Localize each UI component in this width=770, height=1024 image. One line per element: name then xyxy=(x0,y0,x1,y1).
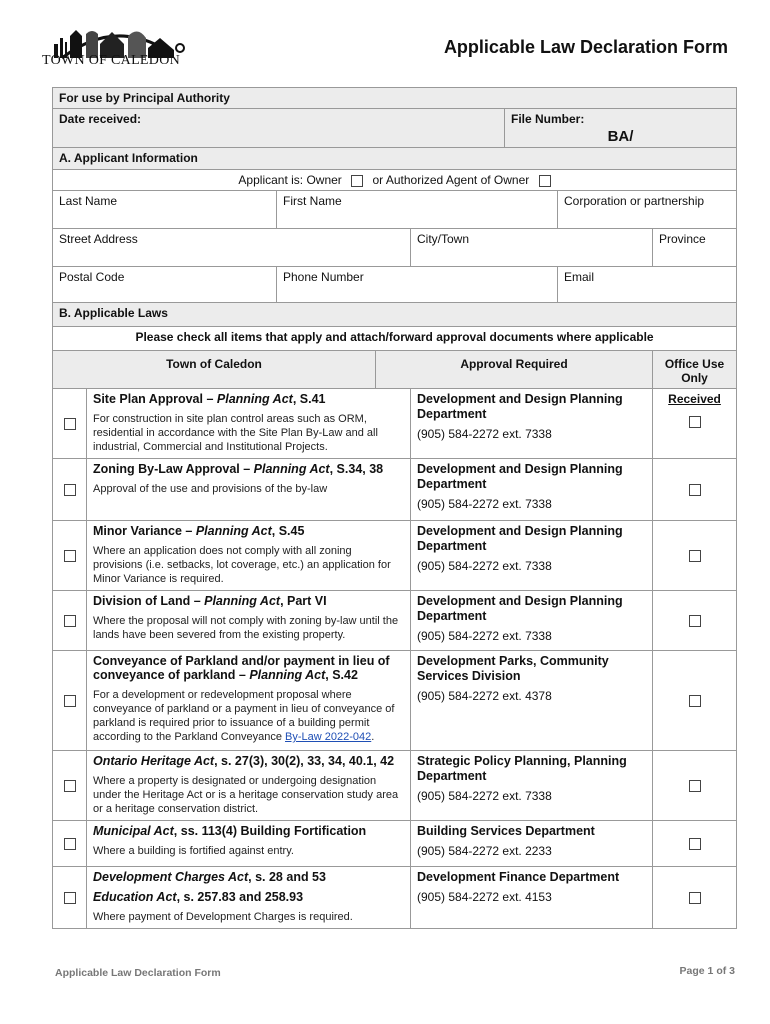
law-cell xyxy=(87,591,411,651)
form-title: Applicable Law Declaration Form xyxy=(443,37,728,57)
department-phone: (905) 584-2272 ext. 4153 xyxy=(417,890,552,904)
table-row xyxy=(53,867,737,929)
received-label: Received xyxy=(668,392,721,406)
law-cell xyxy=(87,867,411,929)
law-description: Where an application does not comply with all zoning provisions (i.e. setbacks, lot coverage, etc.) an application for Minor Variance is required. xyxy=(93,545,391,585)
table-row xyxy=(53,821,737,867)
law-cell xyxy=(87,459,411,521)
parkland-checkbox[interactable] xyxy=(64,695,76,707)
department-name: Development and Design Planning Department xyxy=(417,594,623,623)
city-town-field[interactable] xyxy=(411,229,653,267)
development-charges-checkbox[interactable] xyxy=(64,892,76,904)
approval-cell xyxy=(411,521,653,591)
section-a-heading: A. Applicant Information xyxy=(53,148,737,170)
table-row xyxy=(53,751,737,821)
postal-code-field[interactable] xyxy=(53,267,277,303)
applicant-owner-label: Applicant is: Owner xyxy=(238,173,342,187)
parkland-received-checkbox[interactable] xyxy=(689,695,701,707)
phone-number-field[interactable] xyxy=(277,267,558,303)
law-title: Division of Land – Planning Act, Part VI xyxy=(93,594,327,608)
department-phone: (905) 584-2272 ext. 4378 xyxy=(417,689,552,703)
department-phone: (905) 584-2272 ext. 7338 xyxy=(417,629,552,643)
table-row xyxy=(53,521,737,591)
office-cell xyxy=(653,389,737,459)
approval-cell xyxy=(411,459,653,521)
email-field[interactable] xyxy=(558,267,737,303)
table-row xyxy=(53,389,737,459)
law-description: Where the proposal will not comply with zoning by-law until the lands have been severed from the existing property. xyxy=(93,615,399,641)
section-b-heading: B. Applicable Laws xyxy=(53,303,737,327)
department-name: Development Parks, Community Services Division xyxy=(417,654,609,683)
postal-code-label: Postal Code xyxy=(59,270,125,284)
development-charges-received-checkbox[interactable] xyxy=(689,892,701,904)
department-name: Development and Design Planning Department xyxy=(417,392,623,421)
corporation-label: Corporation or partnership xyxy=(564,194,705,208)
street-address-field[interactable] xyxy=(53,229,411,267)
corporation-field[interactable] xyxy=(558,191,737,229)
department-phone: (905) 584-2272 ext. 2233 xyxy=(417,844,552,858)
minor-variance-checkbox[interactable] xyxy=(64,550,76,562)
logo-text: TOWN OF CALEDON xyxy=(42,53,181,68)
street-address-label: Street Address xyxy=(59,232,138,246)
approval-cell xyxy=(411,867,653,929)
division-of-land-received-checkbox[interactable] xyxy=(689,615,701,627)
first-name-label: First Name xyxy=(283,194,342,208)
law-cell xyxy=(87,521,411,591)
site-plan-received-checkbox[interactable] xyxy=(689,416,701,428)
page-number: Page 1 of 3 xyxy=(679,965,735,977)
department-phone: (905) 584-2272 ext. 7338 xyxy=(417,559,552,573)
col-header-town: Town of Caledon xyxy=(53,351,376,389)
date-received-label: Date received: xyxy=(59,112,142,126)
table-row xyxy=(53,651,737,751)
file-number-field[interactable] xyxy=(505,109,737,148)
law-description: For construction in site plan control areas such as ORM, residential in accordance with the Site Plan By-Law and all industrial, Commercial and Institutional Projects. xyxy=(93,413,378,453)
applicant-type-row xyxy=(53,170,737,191)
file-number-label: File Number: xyxy=(511,112,585,126)
owner-checkbox[interactable] xyxy=(351,175,363,187)
phone-number-label: Phone Number xyxy=(283,270,364,284)
authority-heading: For use by Principal Authority xyxy=(53,88,737,109)
table-row xyxy=(53,591,737,651)
heritage-received-checkbox[interactable] xyxy=(689,780,701,792)
law-title: Development Charges Act, s. 28 and 53 xyxy=(93,870,326,884)
department-name: Development and Design Planning Department xyxy=(417,462,623,491)
law-cell xyxy=(87,751,411,821)
heritage-checkbox[interactable] xyxy=(64,780,76,792)
department-phone: (905) 584-2272 ext. 7338 xyxy=(417,497,552,511)
approval-cell xyxy=(411,651,653,751)
province-label: Province xyxy=(659,232,706,246)
law-title: Site Plan Approval – Planning Act, S.41 xyxy=(93,392,326,406)
law-title: Conveyance of Parkland and/or payment in lieu of conveyance of parkland – Planning Act, S.42 xyxy=(93,654,390,682)
last-name-field[interactable] xyxy=(53,191,277,229)
zoning-checkbox[interactable] xyxy=(64,484,76,496)
law-description: Approval of the use and provisions of the by-law xyxy=(93,483,328,495)
email-label: Email xyxy=(564,270,595,284)
declaration-form-table xyxy=(52,87,737,929)
law-description: Where payment of Development Charges is required. xyxy=(93,911,353,923)
last-name-label: Last Name xyxy=(59,194,118,208)
bylaw-link[interactable]: By-Law 2022-042 xyxy=(285,731,372,743)
province-field[interactable] xyxy=(653,229,737,267)
file-number-prefix: BA/ xyxy=(607,128,634,145)
department-name: Strategic Policy Planning, Planning Department xyxy=(417,754,627,783)
footer-form-name: Applicable Law Declaration Form xyxy=(55,967,221,979)
site-plan-checkbox[interactable] xyxy=(64,418,76,430)
col-header-approval: Approval Required xyxy=(376,351,653,389)
law-description: Where a property is designated or undergoing designation under the Heritage Act or is a heritage conservation study area or a heritage conservation district. xyxy=(93,775,399,815)
law-title: Municipal Act, ss. 113(4) Building Fortification xyxy=(93,824,367,838)
approval-cell xyxy=(411,591,653,651)
agent-label: or Authorized Agent of Owner xyxy=(372,173,530,187)
zoning-received-checkbox[interactable] xyxy=(689,484,701,496)
department-name: Development and Design Planning Department xyxy=(417,524,623,553)
law-title: Zoning By-Law Approval – Planning Act, S.34, 38 xyxy=(93,462,384,476)
first-name-field[interactable] xyxy=(277,191,558,229)
department-name: Development Finance Department xyxy=(417,870,620,884)
department-phone: (905) 584-2272 ext. 7338 xyxy=(417,427,552,441)
agent-checkbox[interactable] xyxy=(539,175,551,187)
minor-variance-received-checkbox[interactable] xyxy=(689,550,701,562)
law-cell xyxy=(87,389,411,459)
department-phone: (905) 584-2272 ext. 7338 xyxy=(417,789,552,803)
fortification-checkbox[interactable] xyxy=(64,838,76,850)
date-received-field[interactable] xyxy=(53,109,505,148)
law-cell xyxy=(87,651,411,751)
city-town-label: City/Town xyxy=(417,232,470,246)
law-cell xyxy=(87,821,411,867)
law-description: For a development or redevelopment proposal where conveyance of parkland or a payment in lieu of conveyance of parkland is required prior to issuance of a building permit according to the Parkland Conveyance By-Law 2022-042. xyxy=(93,689,395,743)
law-checkbox-cell xyxy=(53,389,87,459)
col-header-office: Office Use Only xyxy=(653,351,737,389)
division-of-land-checkbox[interactable] xyxy=(64,615,76,627)
section-b-instruction: Please check all items that apply and attach/forward approval documents where applicable xyxy=(53,327,737,351)
table-row xyxy=(53,459,737,521)
fortification-received-checkbox[interactable] xyxy=(689,838,701,850)
department-name: Building Services Department xyxy=(417,824,595,838)
approval-cell xyxy=(411,821,653,867)
law-title: Ontario Heritage Act, s. 27(3), 30(2), 33, 34, 40.1, 42 xyxy=(93,754,395,768)
law-description: Where a building is fortified against entry. xyxy=(93,845,294,857)
law-title: Minor Variance – Planning Act, S.45 xyxy=(93,524,305,538)
law-title-secondary: Education Act, s. 257.83 and 258.93 xyxy=(93,890,304,904)
approval-cell xyxy=(411,751,653,821)
approval-cell xyxy=(411,389,653,459)
